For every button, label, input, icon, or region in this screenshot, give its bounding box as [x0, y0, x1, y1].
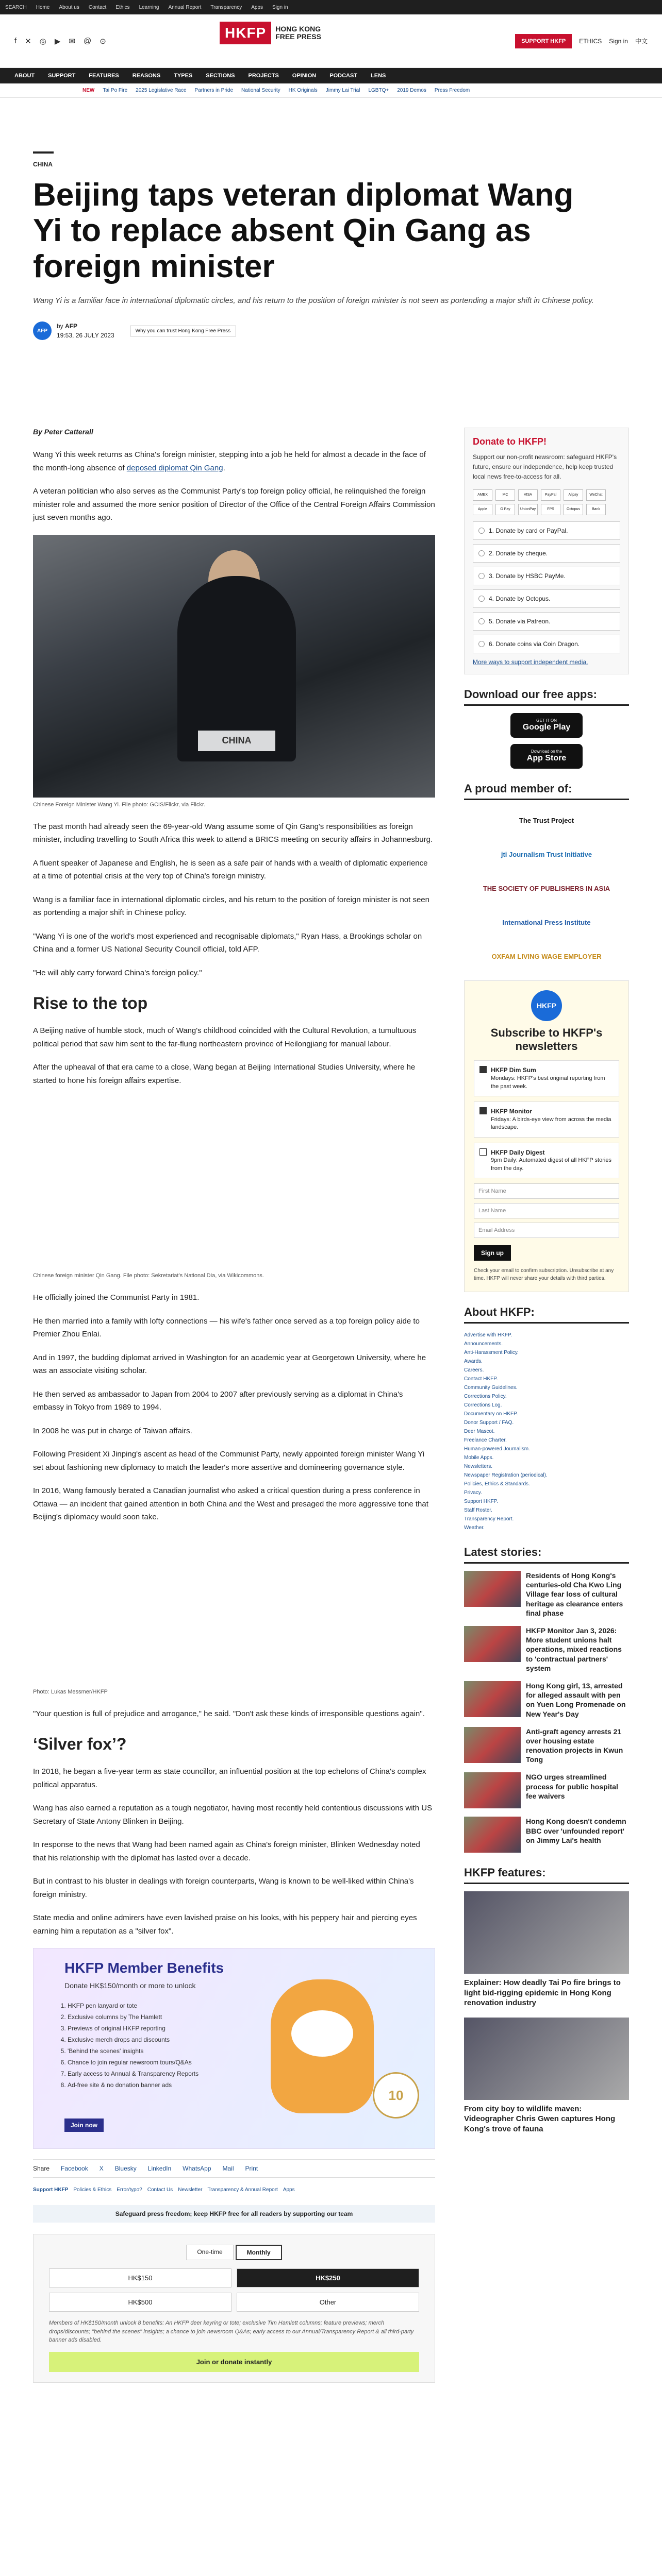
photo-caption: Chinese foreign minister Qin Gang. File photo: Sekretariat’s National Dia, via Wikicommons. — [33, 1273, 264, 1279]
rss-icon[interactable]: ⊙ — [100, 37, 106, 46]
benefit-item: 3. Previews of original HKFP reporting — [68, 2023, 198, 2034]
footer-link[interactable]: Error/typo? — [117, 2187, 142, 2193]
kicker-rule — [33, 151, 54, 154]
donate-option[interactable] — [473, 567, 620, 585]
top-utility-bar — [0, 0, 662, 14]
paragraph: State media and online admirers have even lavished praise on his looks, with his peppery hair and piercing eyes earning him a reputation as a "silver fox". — [33, 1913, 417, 1936]
byline — [33, 321, 662, 340]
latest-story[interactable] — [464, 1817, 629, 1853]
logo-line-2: FREE PRESS — [275, 32, 321, 41]
badge-small: GET IT ON — [536, 718, 557, 723]
topic-link[interactable]: 2019 Demos — [397, 88, 426, 93]
donate-title: Donate to HKFP! — [473, 436, 547, 447]
paragraph: He then married into a family with lofty connections — his wife's father once served as a top foreign policy aide to Premier Zhou Enlai. — [33, 1316, 420, 1338]
story-title[interactable]: Anti-graft agency arrests 21 over housing estate renovation projects in Kwun Tong — [526, 1727, 623, 1764]
feature-story[interactable] — [464, 2018, 629, 2134]
header-signin-link[interactable]: Sign in — [609, 37, 628, 45]
benefit-item: 1. HKFP pen lanyard or tote — [68, 2000, 198, 2011]
payment-card-icon: Alipay — [564, 489, 583, 501]
jti-logo[interactable]: jti Journalism Trust Initiative — [501, 851, 592, 859]
nav-features[interactable]: FEATURES — [89, 73, 119, 79]
annual-report-link[interactable]: Annual Report — [168, 4, 202, 10]
paragraph: But in contrast to his bluster in dealings with foreign counterparts, Wang is known to be well-liked within China's foreign ministry. — [33, 1877, 414, 1899]
checkbox-checked[interactable] — [479, 1066, 487, 1073]
paragraph: And in 1997, the budding diplomat arrived in Washington for an academic year at Georgetown University, where he was an associate visiting scholar. — [33, 1353, 426, 1375]
deer-mascot — [271, 1979, 374, 2113]
anniversary-badge: 10 — [373, 2072, 419, 2119]
home-link[interactable]: Home — [36, 4, 50, 10]
top-signin-link[interactable]: Sign in — [272, 4, 288, 10]
topic-subnav — [0, 83, 662, 98]
features-heading: HKFP features: — [464, 1866, 629, 1884]
about-link[interactable]: Awards. — [464, 1359, 483, 1365]
about-links — [464, 1331, 629, 1532]
radio-icon — [478, 550, 485, 556]
benefit-item: 6. Chance to join regular newsroom tours/Q&As — [68, 2057, 198, 2068]
topic-link[interactable]: Partners in Pride — [194, 88, 234, 93]
paragraph: A veteran politician who also serves as the Communist Party's top foreign policy official, he relinquished the foreign minister role and assumed the more senior position of Director of the Office of the Central Foreign Affairs Commission just seven months ago. — [33, 487, 435, 522]
latest-story[interactable] — [464, 1727, 629, 1765]
site-header — [0, 14, 662, 68]
benefit-item: 2. Exclusive columns by The Hamlett — [68, 2011, 198, 2023]
logo-text — [275, 25, 321, 41]
story-thumbnail[interactable] — [464, 1817, 521, 1853]
footer-link[interactable]: Policies & Ethics — [73, 2187, 112, 2193]
paragraph: A Beijing native of humble stock, much of Wang's childhood coincided with the Cultural Revolution, a tumultuous political period that saw him sent to the far-flung northeastern province of Heilongjiang for manual labour. — [33, 1026, 417, 1048]
payment-card-icon: AMEX — [473, 489, 492, 501]
about-link[interactable]: Freelance Charter. — [464, 1437, 507, 1444]
nav-projects[interactable]: PROJECTS — [248, 73, 279, 79]
about-link[interactable]: Transparency Report. — [464, 1516, 514, 1522]
topic-link[interactable]: HK Originals — [288, 88, 318, 93]
benefits-list — [68, 2000, 198, 2091]
latest-story[interactable] — [464, 1626, 629, 1673]
donate-option[interactable] — [473, 635, 620, 653]
photo-nameplate: CHINA — [198, 731, 275, 751]
paragraph: In 2018, he began a five-year term as state councillor, an influential position at the top echelons of China's complex political apparatus. — [33, 1767, 426, 1789]
newsletter-option[interactable] — [474, 1060, 619, 1096]
badge-label: App Store — [526, 754, 567, 763]
learning-link[interactable]: Learning — [139, 4, 159, 10]
wang-yi-photo — [33, 535, 435, 798]
option-label: 2. Donate by cheque. — [489, 549, 548, 557]
newsletter-fineprint: Check your email to confirm subscription. Unsubscribe at any time. HKFP will never share your details with third parties. — [474, 1268, 614, 1282]
about-link[interactable]: Human-powered Journalism. — [464, 1446, 530, 1452]
email-input[interactable]: Email Address — [474, 1223, 619, 1238]
search-link[interactable]: SEARCH — [5, 4, 27, 10]
section-heading: Rise to the top — [33, 994, 148, 1012]
amount-option[interactable]: HK$150 — [49, 2268, 231, 2287]
footer-link[interactable]: Contact Us — [147, 2187, 173, 2193]
paragraph: A fluent speaker of Japanese and English, he is seen as a safe pair of hands with a wealth of diplomatic experience at a time of potential crisis at the very top of China's foreign ministry. — [33, 858, 428, 880]
newsletter-desc: Fridays: A birds-eye view from across the media landscape. — [491, 1116, 611, 1131]
latest-story[interactable] — [464, 1571, 629, 1618]
apps-heading: Download our free apps: — [464, 688, 629, 706]
share-mail[interactable]: Mail — [222, 2165, 234, 2172]
member-heading: A proud member of: — [464, 782, 629, 800]
signup-button[interactable]: Sign up — [474, 1245, 511, 1261]
feature-title[interactable]: From city boy to wildlife maven: Videographer Chris Gwen captures Hong Kong's trove of fauna — [464, 2104, 616, 2133]
about-link[interactable]: Careers. — [464, 1367, 484, 1374]
hkfp-round-logo: HKFP — [531, 990, 562, 1021]
about-link[interactable]: Community Guidelines. — [464, 1385, 518, 1391]
paragraph: He officially joined the Communist Party in 1981. — [33, 1293, 200, 1302]
about-link[interactable]: Support HKFP. — [464, 1499, 498, 1505]
footer-link[interactable]: Apps — [283, 2187, 295, 2193]
article-author: By Peter Catterall — [33, 428, 93, 436]
radio-icon — [478, 641, 485, 647]
apps-link[interactable]: Apps — [251, 4, 263, 10]
about-link[interactable]: Documentary on HKFP. — [464, 1411, 518, 1417]
benefits-subtitle: Donate HK$150/month or more to unlock — [64, 1981, 196, 1990]
article-body — [33, 428, 435, 2383]
about-link[interactable]: Donor Support / FAQ. — [464, 1420, 514, 1426]
story-thumbnail[interactable] — [464, 1571, 521, 1607]
newsletter-name: HKFP Monitor — [491, 1107, 532, 1115]
benefit-item: 5. 'Behind the scenes' insights — [68, 2045, 198, 2057]
paragraph: Wang is a familiar face in international diplomatic circles, and his return to the position of foreign minister is not seen as portending a major shift in Chinese policy. — [33, 895, 429, 917]
payment-card-icon: Bank — [586, 504, 606, 515]
story-thumbnail[interactable] — [464, 1772, 521, 1808]
trust-hkfp-button[interactable]: Why you can trust Hong Kong Free Press — [130, 326, 237, 336]
photo-caption: Photo: Lukas Messmer/HKFP — [33, 1688, 108, 1695]
donate-option[interactable] — [473, 612, 620, 631]
nav-about[interactable]: ABOUT — [14, 73, 35, 79]
ipi-logo[interactable]: International Press Institute — [502, 919, 591, 927]
section-heading: ‘Silver fox’? — [33, 1735, 127, 1753]
oxfam-logo[interactable]: OXFAM LIVING WAGE EMPLOYER — [491, 953, 602, 961]
benefits-title: HKFP Member Benefits — [64, 1960, 224, 1976]
latest-story[interactable] — [464, 1681, 629, 1719]
youtube-icon[interactable]: ▶ — [54, 37, 61, 46]
about-link[interactable]: Contact HKFP. — [464, 1376, 498, 1382]
article-lede: Wang Yi is a familiar face in international diplomatic circles, and his return to the position of foreign minister is not seen as portending a major shift in Chinese policy. — [33, 296, 594, 306]
header-actions — [515, 34, 648, 48]
topic-link[interactable]: LGBTQ+ — [368, 88, 389, 93]
about-link[interactable]: Mobile Apps. — [464, 1455, 494, 1461]
article-kicker[interactable]: CHINA — [33, 161, 53, 168]
badge-label: Google Play — [522, 723, 571, 732]
amount-option[interactable]: HK$500 — [49, 2293, 231, 2312]
paragraph: He then served as ambassador to Japan from 2004 to 2007 after previously serving as a diplomat in China's embassy in Tokyo from 1989 to 1994. — [33, 1389, 403, 1412]
sopa-logo[interactable]: THE SOCIETY OF PUBLISHERS IN ASIA — [483, 885, 610, 893]
google-play-badge[interactable] — [510, 713, 583, 738]
story-title[interactable]: NGO urges streamlined process for public hospital fee waivers — [526, 1773, 618, 1800]
ethics-header-link[interactable]: ETHICS — [579, 37, 602, 45]
footer-link[interactable]: Transparency & Annual Report — [207, 2187, 278, 2193]
safeguard-banner[interactable]: Safeguard press freedom; keep HKFP free for all readers by supporting our team — [33, 2205, 435, 2223]
nav-reasons[interactable]: REASONS — [132, 73, 161, 79]
main-navigation — [0, 68, 662, 83]
paragraph: "He will ably carry forward China's foreign policy." — [33, 968, 202, 977]
feature-story[interactable] — [464, 1891, 629, 2008]
topic-link[interactable]: National Security — [241, 88, 280, 93]
paragraph — [33, 448, 435, 474]
radio-icon — [478, 573, 485, 579]
share-facebook[interactable]: Facebook — [61, 2165, 88, 2172]
nav-types[interactable]: TYPES — [174, 73, 193, 79]
checkbox-checked[interactable] — [479, 1107, 487, 1114]
payment-card-icon: Octopus — [564, 504, 583, 515]
instagram-icon[interactable]: ◎ — [39, 37, 46, 46]
payment-card-icon: MC — [495, 489, 515, 501]
paragraph-text: Wang Yi this week returns as China's foreign minister, stepping into a job he held for almost a decade in the face of the month-long absence of — [33, 450, 426, 472]
threads-icon[interactable]: @ — [83, 36, 92, 45]
about-link[interactable]: Deer Mascot. — [464, 1429, 495, 1435]
language-link[interactable]: 中文 — [635, 38, 648, 45]
sidebar — [464, 428, 629, 2143]
about-link[interactable]: Advertise with HKFP. — [464, 1332, 512, 1338]
trust-project-logo[interactable]: The Trust Project — [519, 817, 574, 825]
facebook-icon[interactable]: f — [14, 36, 17, 45]
author-avatar: AFP — [33, 321, 52, 340]
story-thumbnail[interactable] — [464, 1727, 521, 1763]
one-time-option[interactable]: One-time — [186, 2245, 233, 2260]
paragraph: In 2008 he was put in charge of Taiwan affairs. — [33, 1426, 192, 1435]
benefit-item: 7. Early access to Annual & Transparency Reports — [68, 2068, 198, 2079]
benefit-item: 4. Exclusive merch drops and discounts — [68, 2034, 198, 2045]
topic-link[interactable]: Press Freedom — [434, 88, 470, 93]
membership-note: Members of HK$150/month unlock 8 benefits: An HKFP deer keyring or tote; exclusive Tim Hamlett columns; feature previews; merch drops/discounts; "behind the scenes" insights; a chance to join newsroom Q&As; early access to our Annual/Transparency Report & all third-party banner ads disabled. — [49, 2320, 414, 2343]
monthly-option[interactable]: Monthly — [236, 2245, 282, 2260]
about-link[interactable]: Policies, Ethics & Standards. — [464, 1481, 530, 1487]
share-bluesky[interactable]: Bluesky — [114, 2165, 137, 2172]
paragraph: The past month had already seen the 69-year-old Wang assume some of Qin Gang's responsibilities as foreign minister, including travelling to South Africa this week to attend a BRICS meeting on security affairs in Johannesburg. — [33, 822, 433, 844]
option-label: 6. Donate coins via Coin Dragon. — [489, 640, 580, 648]
nav-lens[interactable]: LENS — [371, 73, 386, 79]
donate-option[interactable] — [473, 544, 620, 563]
donate-option[interactable] — [473, 589, 620, 608]
first-name-input[interactable]: First Name — [474, 1183, 619, 1199]
about-heading: About HKFP: — [464, 1306, 629, 1324]
newsletter-option[interactable] — [474, 1143, 619, 1179]
paragraph: After the upheaval of that era came to a close, Wang began at Beijing International Studies University, where he started to hone his foreign affairs expertise. — [33, 1063, 416, 1085]
about-link[interactable]: Weather. — [464, 1525, 485, 1531]
frequency-toggle — [49, 2245, 419, 2260]
about-link[interactable]: About us — [59, 4, 79, 10]
site-logo[interactable] — [220, 22, 321, 44]
newsletter-title: Subscribe to HKFP's newsletters — [490, 1026, 603, 1053]
benefit-item: 8. Ad-free site & no donation banner ads — [68, 2079, 198, 2091]
option-label: 1. Donate by card or PayPal. — [489, 527, 568, 534]
donate-box — [464, 428, 629, 674]
embedded-media-placeholder — [33, 1534, 435, 1689]
payment-card-icon: PayPal — [541, 489, 560, 501]
email-icon[interactable]: ✉ — [69, 37, 75, 46]
social-icons — [14, 37, 106, 46]
amount-options — [49, 2268, 419, 2312]
newsletter-option[interactable] — [474, 1101, 619, 1138]
amount-option[interactable]: HK$250 — [237, 2268, 419, 2287]
nav-support[interactable]: SUPPORT — [48, 73, 76, 79]
checkbox-unchecked[interactable] — [479, 1148, 487, 1156]
story-thumbnail[interactable] — [464, 1626, 521, 1662]
topic-link[interactable]: 2025 Legislative Race — [136, 88, 187, 93]
paragraph: "Wang Yi is one of the world's most experienced and recognisable diplomats," Ryan Hass, a Brookings scholar on China and a former US National Security Council official, told AFP. — [33, 931, 422, 954]
donate-option[interactable] — [473, 521, 620, 540]
x-icon[interactable]: ✕ — [25, 37, 31, 46]
badge-small: Download on the — [531, 749, 562, 754]
payment-card-icon: UnionPay — [518, 504, 538, 515]
transparency-link[interactable]: Transparency — [210, 4, 242, 10]
newsletter-signup — [464, 980, 629, 1293]
option-label: 4. Donate by Octopus. — [489, 595, 551, 602]
latest-heading: Latest stories: — [464, 1546, 629, 1564]
byline-meta — [57, 321, 114, 340]
feature-thumbnail[interactable] — [464, 2018, 629, 2100]
amount-option[interactable]: Other — [237, 2293, 419, 2312]
about-link[interactable]: Corrections Log. — [464, 1402, 502, 1409]
share-x[interactable]: X — [99, 2165, 104, 2172]
paragraph: Wang has also earned a reputation as a tough negotiator, having most recently held contentious discussions with US Secretary of State Antony Blinken in Beijing. — [33, 1804, 433, 1826]
footer-link[interactable]: Newsletter — [178, 2187, 203, 2193]
feature-thumbnail[interactable] — [464, 1891, 629, 1974]
newsletter-name: HKFP Daily Digest — [491, 1148, 545, 1156]
new-badge: NEW — [82, 88, 95, 93]
about-link[interactable]: Anti-Harassment Policy. — [464, 1350, 519, 1356]
contact-link[interactable]: Contact — [88, 4, 107, 10]
article-title: Beijing taps veteran diplomat Wang Yi to replace absent Qin Gang as foreign minister — [33, 177, 574, 284]
story-thumbnail[interactable] — [464, 1681, 521, 1717]
about-link[interactable]: Privacy. — [464, 1490, 482, 1496]
option-label: 3. Donate by HSBC PayMe. — [489, 572, 566, 580]
about-link[interactable]: Newsletters. — [464, 1464, 493, 1470]
radio-icon — [478, 618, 485, 624]
about-link[interactable]: Staff Roster. — [464, 1507, 492, 1514]
payment-methods — [473, 489, 620, 515]
about-link[interactable]: Announcements. — [464, 1341, 503, 1347]
paragraph: In 2016, Wang famously berated a Canadian journalist who asked a critical question during a press conference in Ottawa — an incident that gained attention in both China and the West and presaged the more aggressive tone that Beijing's diplomacy would soon take. — [33, 1486, 428, 1521]
footer-link[interactable]: Support HKFP — [33, 2187, 69, 2193]
paragraph-text: . — [223, 463, 225, 472]
logo-line-1: HONG KONG — [275, 24, 321, 33]
story-title[interactable]: HKFP Monitor Jan 3, 2026: More student unions halt operations, mixed reactions to 'contractual partners' system — [526, 1626, 622, 1672]
share-label: Share — [33, 2165, 50, 2172]
photo-caption: Chinese Foreign Minister Wang Yi. File photo: GCIS/Flickr, via Flickr. — [33, 801, 205, 808]
publish-date: 19:53, 26 JULY 2023 — [57, 332, 114, 340]
about-link[interactable]: Newspaper Registration (periodical). — [464, 1472, 548, 1479]
story-title[interactable]: Hong Kong doesn't condemn BBC over 'unfounded report' on Jimmy Lai's health — [526, 1817, 626, 1844]
paragraph: "Your question is full of prejudice and arrogance," he said. "Don't ask these kinds of irresponsible questions again". — [33, 1709, 425, 1718]
newsletter-desc: Mondays: HKFP's best original reporting from the past week. — [491, 1075, 605, 1090]
payment-card-icon: Apple — [473, 504, 492, 515]
story-title[interactable]: Hong Kong girl, 13, arrested for alleged assault with pen on Yuen Long Promenade on New Year's Day — [526, 1681, 626, 1718]
newsletter-desc: 9pm Daily: Automated digest of all HKFP stories from the day. — [491, 1157, 611, 1172]
join-or-donate-button[interactable]: Join or donate instantly — [49, 2352, 419, 2372]
radio-icon — [478, 596, 485, 602]
share-whatsapp[interactable]: WhatsApp — [183, 2165, 211, 2172]
by-label: by — [57, 323, 63, 330]
topic-link[interactable]: Tai Po Fire — [103, 88, 128, 93]
app-store-badge[interactable] — [510, 744, 583, 769]
feature-title[interactable]: Explainer: How deadly Tai Po fire brings to light bid-rigging epidemic in Hong Kong renovation industry — [464, 1978, 621, 2008]
story-title[interactable]: Residents of Hong Kong's centuries-old Cha Kwo Ling Village fear loss of cultural heritage as clearance enters final phase — [526, 1571, 623, 1617]
embedded-media-placeholder — [33, 1097, 435, 1273]
qin-gang-link[interactable]: deposed diplomat Qin Gang — [126, 463, 223, 472]
ethics-link[interactable]: Ethics — [115, 4, 130, 10]
article-footer-links — [33, 2187, 435, 2193]
more-ways-link[interactable]: More ways to support independent media. — [473, 658, 588, 666]
topic-link[interactable]: Jimmy Lai Trial — [325, 88, 360, 93]
nav-opinion[interactable]: OPINION — [292, 73, 317, 79]
paragraph: Following President Xi Jinping's ascent as head of the Communist Party, newly appointed foreign minister Wang Yi set about fashioning new diplomacy to match the leader's more assertive and domineering governance style. — [33, 1450, 425, 1472]
source-name[interactable]: AFP — [65, 323, 78, 330]
option-label: 5. Donate via Patreon. — [489, 617, 551, 625]
logo-mark: HKFP — [220, 22, 271, 44]
radio-icon — [478, 528, 485, 534]
nav-sections[interactable]: SECTIONS — [206, 73, 235, 79]
support-hkfp-button[interactable]: SUPPORT HKFP — [515, 34, 572, 48]
newsletter-name: HKFP Dim Sum — [491, 1066, 536, 1074]
payment-card-icon: VISA — [518, 489, 538, 501]
nav-podcast[interactable]: PODCAST — [329, 73, 358, 79]
share-linkedin[interactable]: LinkedIn — [147, 2165, 172, 2172]
last-name-input[interactable]: Last Name — [474, 1203, 619, 1218]
join-now-button[interactable]: Join now — [64, 2119, 104, 2132]
latest-story[interactable] — [464, 1772, 629, 1808]
share-print[interactable]: Print — [245, 2165, 258, 2172]
member-benefits-banner[interactable] — [33, 1948, 435, 2149]
share-bar — [33, 2159, 435, 2178]
payment-card-icon: FPS — [541, 504, 560, 515]
about-link[interactable]: Corrections Policy. — [464, 1394, 507, 1400]
payment-card-icon: WeChat — [586, 489, 606, 501]
donation-widget — [33, 2234, 435, 2383]
donate-text: Support our non-profit newsroom: safeguard HKFP's future, ensure our independence, help keep trusted local news free-to-access for all. — [473, 453, 617, 481]
paragraph: In response to the news that Wang had been named again as China's foreign minister, Blinken Wednesday noted that his relationship with the diplomat has lasted over a decade. — [33, 1840, 420, 1862]
payment-card-icon: G Pay — [495, 504, 515, 515]
